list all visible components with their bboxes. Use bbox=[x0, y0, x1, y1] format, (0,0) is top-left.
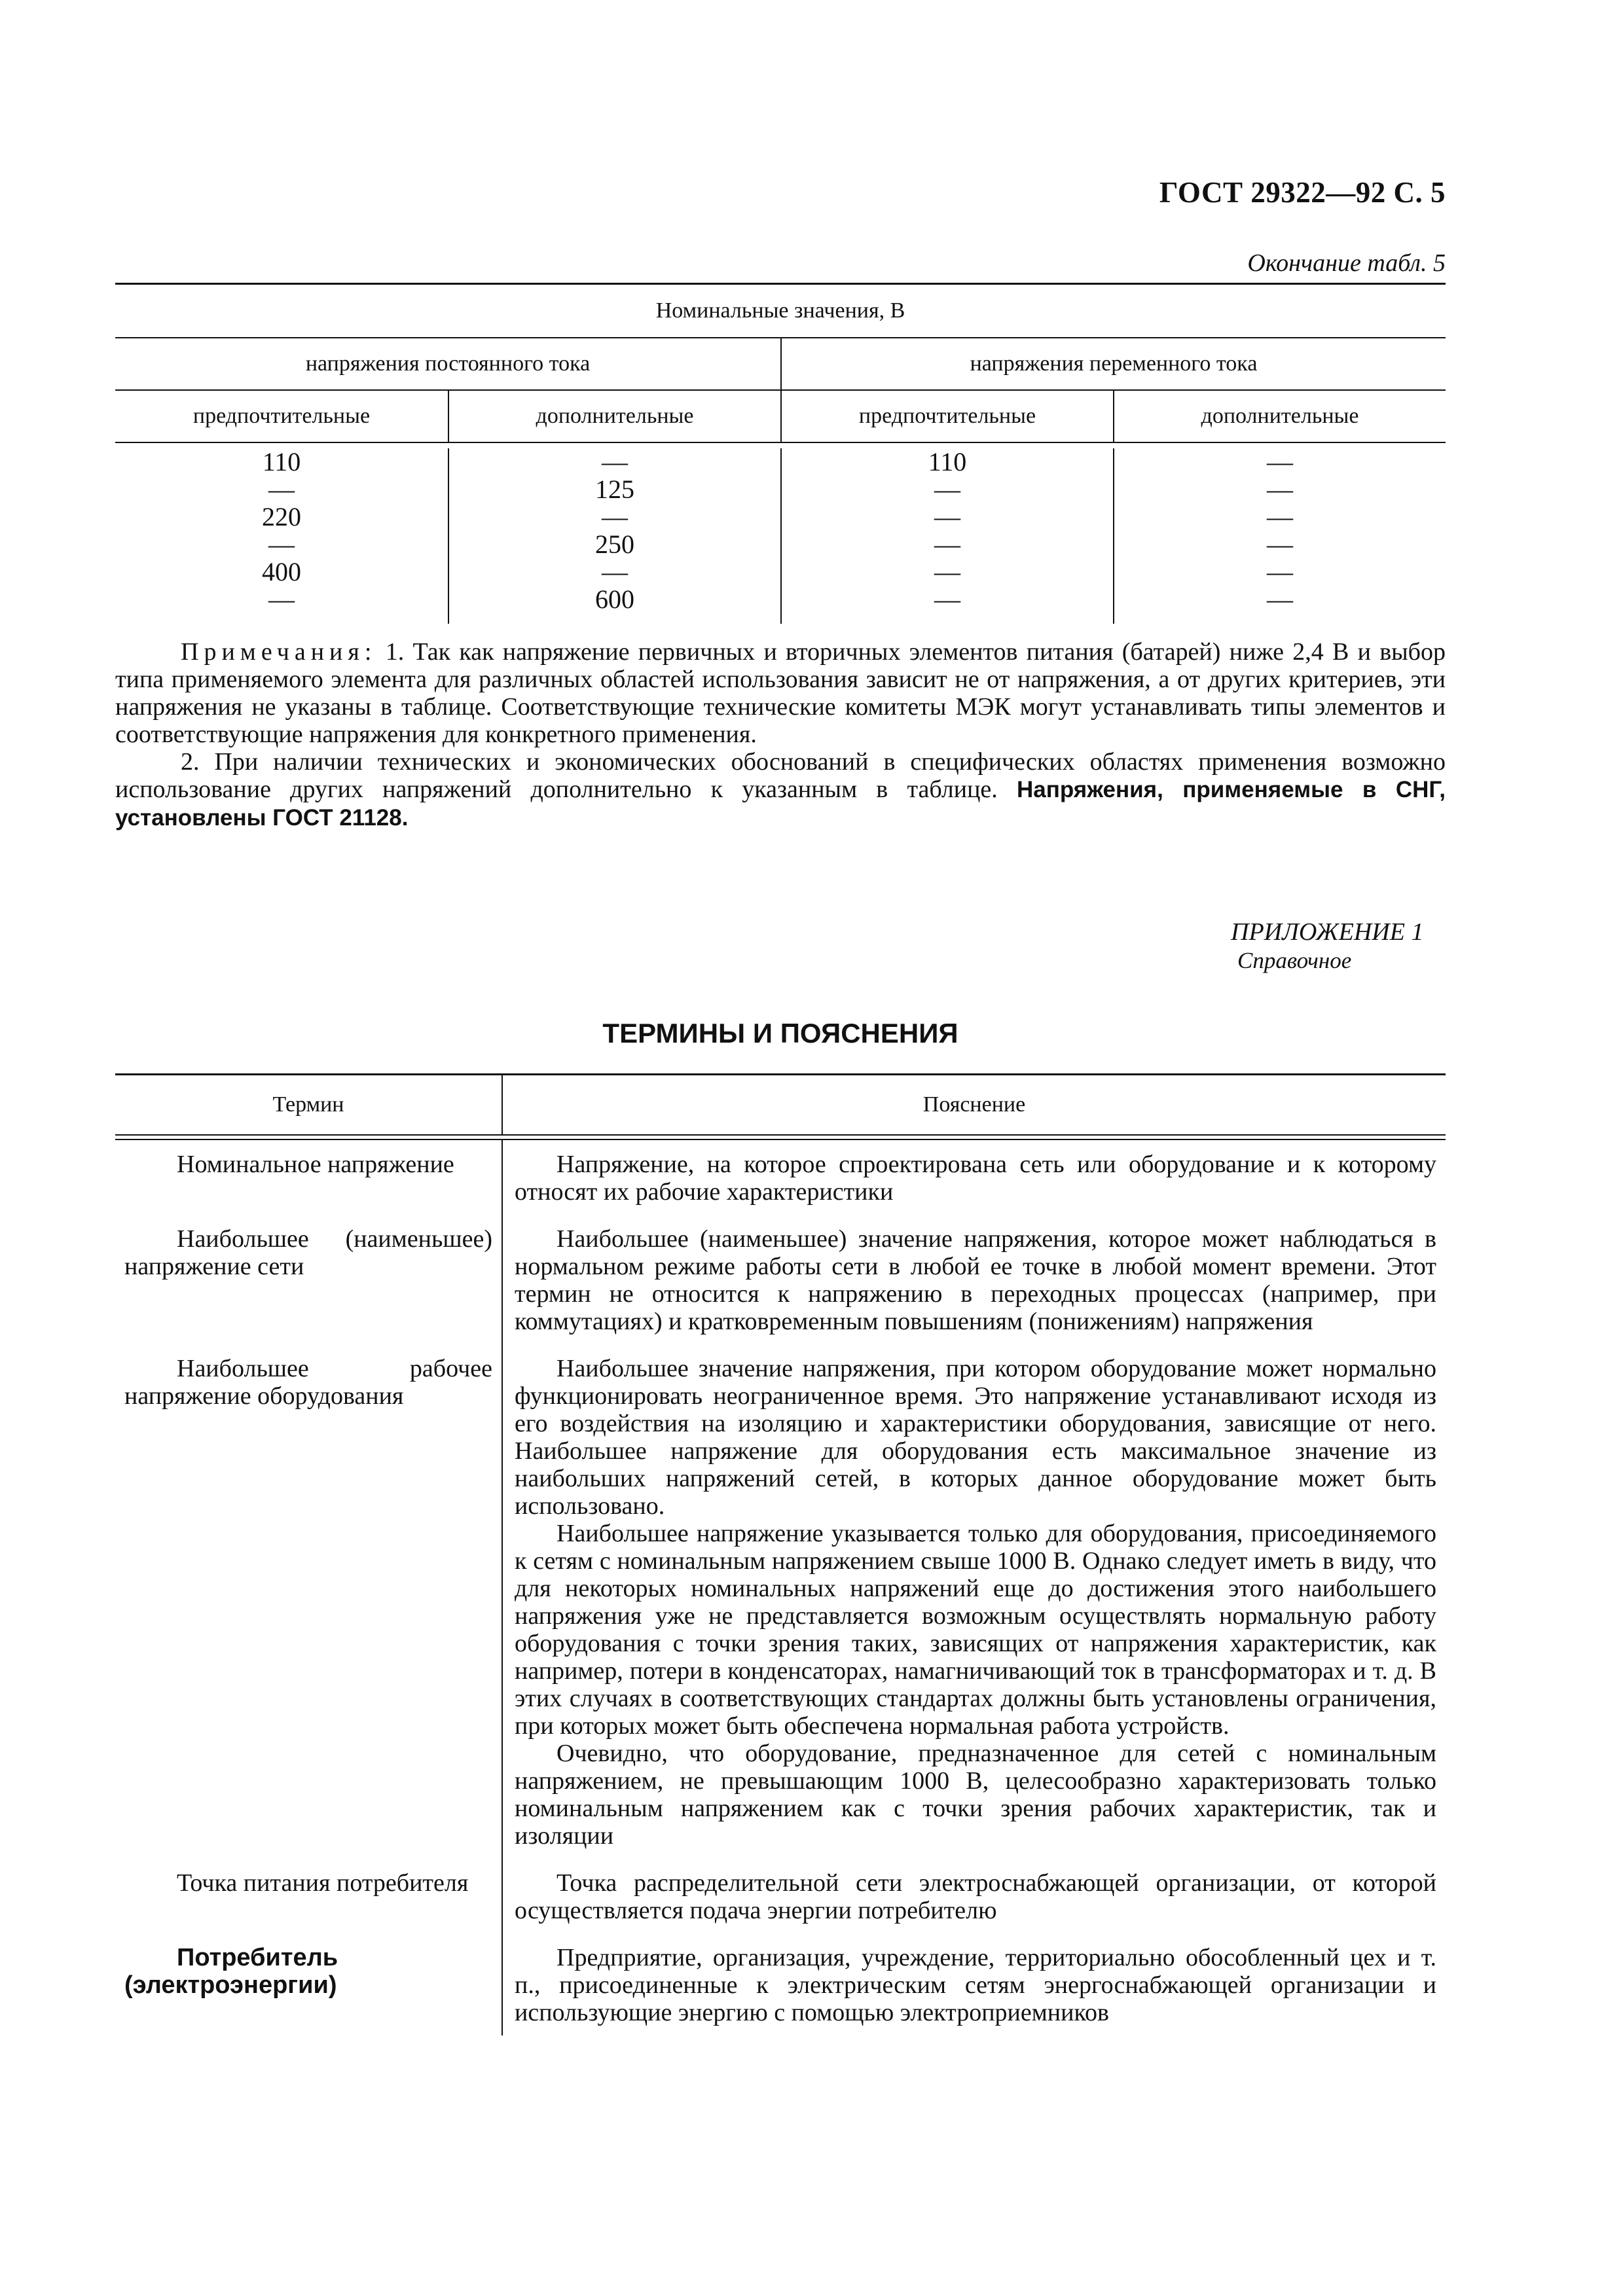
table-cell: — bbox=[602, 447, 628, 476]
explanation-cell bbox=[501, 1859, 1446, 1933]
table-column bbox=[1113, 448, 1446, 624]
table-caption: Окончание табл. 5 bbox=[1247, 249, 1446, 277]
group-header-dc: напряжения постоянного тока bbox=[305, 351, 591, 376]
notes bbox=[115, 638, 1446, 832]
group-header-ac: напряжения переменного тока bbox=[780, 338, 1446, 389]
note-2-bold: Напряжения, применяемые в СНГ, установлены ГОСТ 21128. bbox=[115, 777, 1446, 831]
table-column bbox=[780, 448, 1113, 624]
table-column bbox=[115, 448, 448, 624]
term-cell: Наибольшее (наименьшее) напряжение сети bbox=[124, 1225, 492, 1280]
explanation-paragraph: Точка распределительной сети электроснабжающей организации, от которой осуществляется подача энергии потребителю bbox=[515, 1869, 1436, 1924]
appendix-label bbox=[1231, 918, 1423, 975]
table-row bbox=[115, 1140, 1446, 1215]
explanation-paragraph: Наибольшее значение напряжения, при котором оборудование может нормально функционировать неограниченное время. Это напряжение устанавливают исходя из его воздействия на изоляцию и характеристики оборудования, зависящие от него. Наибольшее напряжение для оборудования есть максимальное значение из наибольших напряжений сетей, в которых данное оборудование может быть использовано. bbox=[515, 1355, 1436, 1520]
explanation-cell bbox=[501, 1344, 1446, 1859]
table-cell: 400 bbox=[262, 557, 301, 586]
explanation-cell bbox=[501, 1933, 1446, 2036]
section-title: ТЕРМИНЫ И ПОЯСНЕНИЯ bbox=[602, 1018, 958, 1049]
table-cell: 220 bbox=[262, 502, 301, 531]
explanation-paragraph: Предприятие, организация, учреждение, территориально обособленный цех и т. п., присоединенные к электрическим сетям энергоснабжающей организации и использующие энергию с помощью электроприемников bbox=[515, 1944, 1436, 2026]
voltage-table bbox=[115, 283, 1446, 624]
table-cell: — bbox=[268, 529, 295, 559]
table-cell: — bbox=[1267, 502, 1293, 531]
terms-table bbox=[115, 1073, 1446, 2036]
table-row bbox=[115, 1215, 1446, 1344]
page-header: ГОСТ 29322—92 С. 5 bbox=[1159, 176, 1446, 209]
table-row bbox=[115, 1344, 1446, 1859]
table-cell: — bbox=[268, 584, 295, 614]
term-cell: Номинальное напряжение bbox=[177, 1151, 454, 1178]
table-cell: — bbox=[934, 557, 960, 586]
note-2 bbox=[115, 748, 1446, 832]
table-cell: — bbox=[934, 475, 960, 504]
sub-header: дополнительные bbox=[1113, 391, 1446, 442]
table-row bbox=[115, 1933, 1446, 2036]
appendix-subtitle: Справочное bbox=[1237, 948, 1352, 973]
table-cell: — bbox=[602, 502, 628, 531]
note-1-text: 1. Так как напряжение первичных и вторичных элементов питания (батарей) ниже 2,4 В и выбор типа применяемого элемента для различных областей использования зависит не от напряжения, а от других критериев, эти напряжения не указаны в таблице. Соответствующие технические комитеты МЭК могут устанавливать типы элементов и соответствующие напряжения для конкретного применения. bbox=[115, 638, 1446, 748]
terms-header-explanation: Пояснение bbox=[501, 1075, 1446, 1134]
appendix-title: ПРИЛОЖЕНИЕ 1 bbox=[1231, 918, 1424, 946]
table-cell: — bbox=[1267, 584, 1293, 614]
table-cell: — bbox=[1267, 529, 1293, 559]
table-top-header: Номинальные значения, В bbox=[655, 298, 905, 323]
sub-header: предпочтительные bbox=[192, 404, 371, 428]
term-cell: Точка питания потребителя bbox=[177, 1869, 469, 1897]
notes-label: Примечания: bbox=[181, 638, 377, 666]
table-cell: — bbox=[934, 502, 960, 531]
note-1 bbox=[115, 638, 1446, 748]
table-column bbox=[448, 448, 780, 624]
table-cell: 250 bbox=[595, 529, 634, 559]
table-cell: — bbox=[268, 475, 295, 504]
table-data bbox=[115, 443, 1446, 624]
table-cell: — bbox=[934, 529, 960, 559]
table-cell: 110 bbox=[262, 447, 301, 476]
explanation-cell bbox=[501, 1140, 1446, 1215]
table-cell: — bbox=[602, 557, 628, 586]
explanation-paragraph: Напряжение, на которое спроектирована сеть или оборудование и к которому относят их рабочие характеристики bbox=[515, 1151, 1436, 1206]
table-cell: 600 bbox=[595, 584, 634, 614]
table-cell: — bbox=[934, 584, 960, 614]
table-cell: — bbox=[1267, 557, 1293, 586]
table-cell: — bbox=[1267, 475, 1293, 504]
term-cell: Наибольшее рабочее напряжение оборудования bbox=[124, 1355, 492, 1410]
explanation-paragraph: Очевидно, что оборудование, предназначенное для сетей с номинальным напряжением, не превышающим 1000 В, целесообразно характеризовать только номинальным напряжением как с точки зрения рабочих характеристик, так и изоляции bbox=[515, 1740, 1436, 1850]
table-row bbox=[115, 1859, 1446, 1933]
sub-header: дополнительные bbox=[448, 391, 780, 442]
table-cell: 110 bbox=[928, 447, 967, 476]
terms-header-term: Термин bbox=[272, 1092, 344, 1117]
table-cell: 125 bbox=[595, 475, 634, 504]
explanation-paragraph: Наибольшее (наименьшее) значение напряжения, которое может наблюдаться в нормальном режиме работы сети в любой ее точке в любой момент времени. Этот термин не относится к напряжению в переходных процессах (например, при коммутациях) и кратковременным повышениям (понижениям) напряжения bbox=[515, 1225, 1436, 1335]
note-2-text: 2. При наличии технических и экономических обоснований в специфических областях применения возможно использование других напряжений дополнительно к указанным в таблице. bbox=[115, 748, 1446, 803]
explanation-paragraph: Наибольшее напряжение указывается только для оборудования, присоединяемого к сетям с номинальным напряжением свыше 1000 В. Однако следует иметь в виду, что для некоторых номинальных напряжений еще до достижения этого наибольшего напряжения уже не представляется возможным осуществлять нормальную работу оборудования с точки зрения таких, зависящих от напряжения характеристик, как например, потери в конденсаторах, намагничивающий ток в трансформаторах и т. д. В этих случаях в соответствующих стандартах должны быть установлены ограничения, при которых может быть обеспечена нормальная работа устройств. bbox=[515, 1520, 1436, 1740]
term-cell: Потребитель (электроэнергии) bbox=[124, 1944, 338, 1999]
explanation-cell bbox=[501, 1215, 1446, 1344]
table-cell: — bbox=[1267, 447, 1293, 476]
sub-header: предпочтительные bbox=[780, 391, 1113, 442]
